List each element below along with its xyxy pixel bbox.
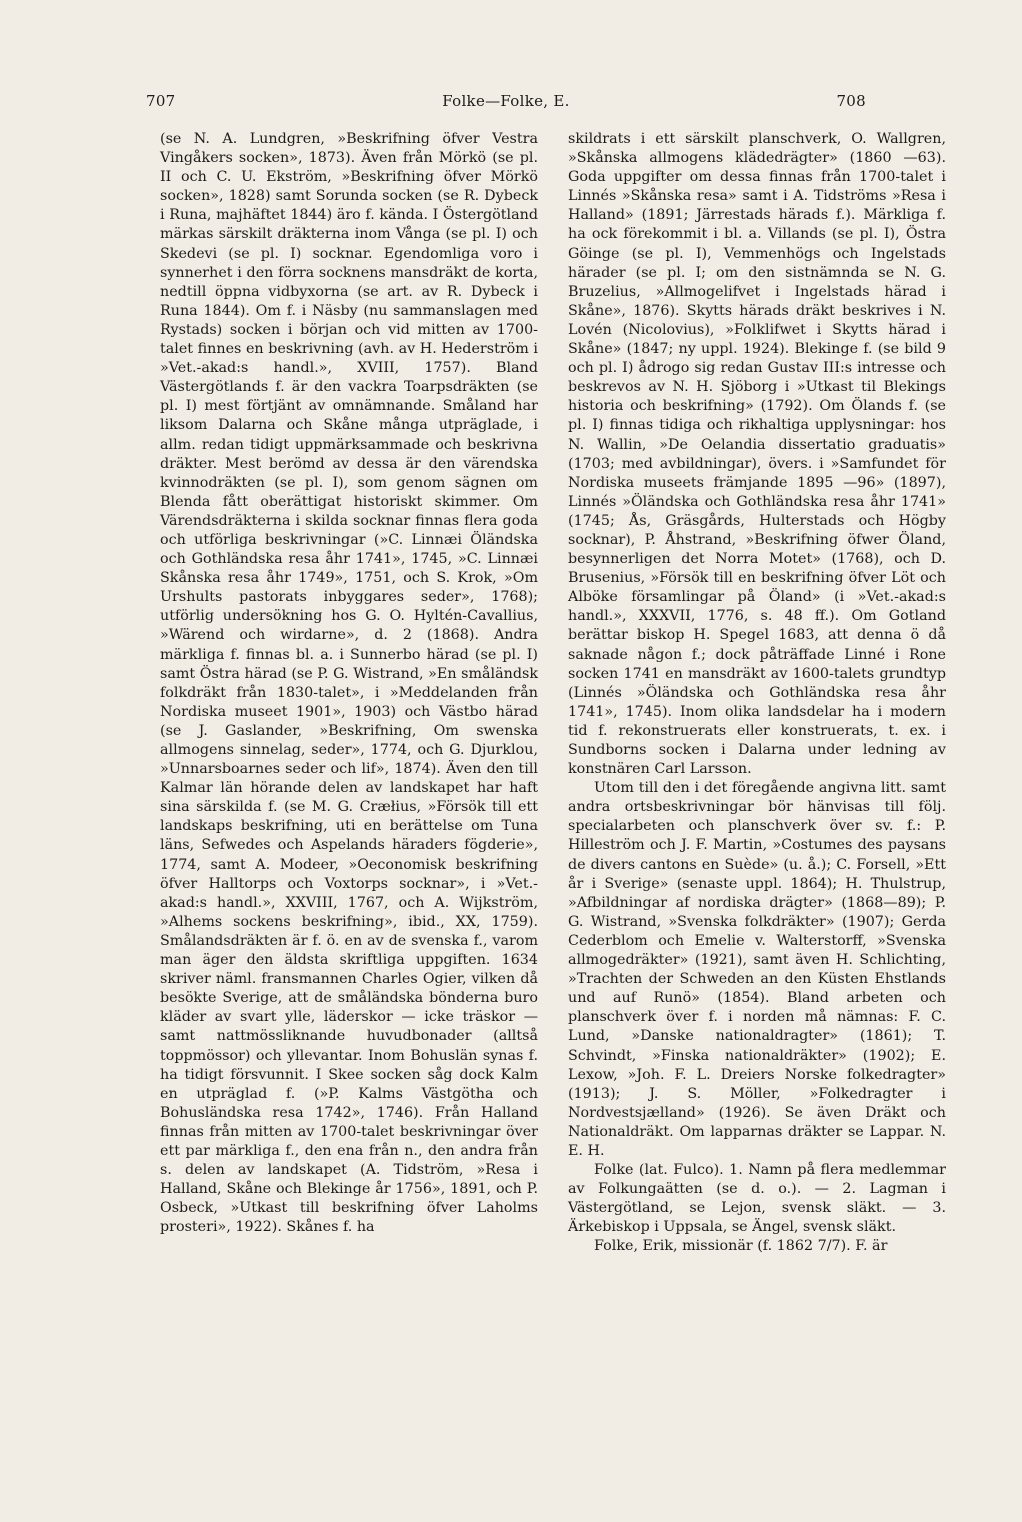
right-column [568,130,946,1257]
entry-folke: Folke (lat. Fulco). 1. Namn på flera medlemmar av Folkungaätten (se d. o.). — 2. Lagman i Västergötland, se Lejon, svensk släkt. — 3. Ärkebiskop i Uppsala, se Ängel, svensk släkt. [568,1162,946,1236]
right-page-number: 708 [836,92,866,110]
page-header [146,92,866,116]
right-column-paragraph-1: skildrats i ett särskilt planschverk, O. Wallgren, »Skånska allmogens klädedrägter» (1860 —63). Goda uppgifter om dessa finnas från 1700-talet i Linnés »Skånska resa» samt i A. Tidströms »Resa i Halland» (1891; Järrestads härads f.). Märkliga f. ha ock förekommit i bl. a. Villands (se pl. I), Östra Göinge (se pl. I), Vemmenhögs och Ingelstads härader (se pl. I; om den sistnämnda se N. G. Bruzelius, »Allmogelifvet i Ingelstads härad i Skåne», 1876). Skytts härads dräkt beskrives i N. Lovén (Nicolovius), »Folklifwet i Skytts härad i Skåne» (1847; ny uppl. 1924). Blekinge f. (se bild 9 och pl. I) ådrogo sig redan Gustav III:s intresse och beskrevos av N. H. Sjöborg i »Utkast til Blekings historia och beskrifning» (1792). Om Ölands f. (se pl. I) finnas tidiga och rikhaltiga upplysningar: hos N. Wallin, »De Oelandia dissertatio graduatis» (1703; med avbildningar), övers. i »Samfundet för Nordiska museets främjande 1895 —96» (1897), Linnés »Öländska och Gothländska resa åhr 1741» (1745; Ås, Gräsgårds, Hulterstads och Högby socknar), P. Åhstrand, »Beskrifning öfwer Öland, besynnerligen det Norra Motet» (1768), och D. Brusenius, »Försök till en beskrifning öfver Löt och Alböke församlingar på Öland» (i »Vet.-akad:s handl.», XXXVII, 1776, s. 48 ff.). Om Gotland berättar biskop H. Spegel 1683, att denna ö då saknade någon f.; dock påträffade Linné i Rone socken 1741 en mansdräkt av 1600-talets grundtyp (Linnés »Öländska och Gothländska resa åhr 1741», 1745). Inom olika landsdelar ha i modern tid f. rekonstruerats eller konstruerats, t. ex. i Sundborns socken i Dalarna under ledning av konstnären Carl Larsson. [568,131,946,778]
left-column [160,130,538,1237]
right-column-paragraph-2: Utom till den i det föregående angivna litt. samt andra ortsbeskrivningar bör hänvisas till följ. specialarbeten och planschverk över sv. f.: P. Hilleström och J. F. Martin, »Costumes des paysans de divers cantons en Suède» (u. å.); C. Forsell, »Ett år i Sverige» (senaste uppl. 1864); H. Thulstrup, »Afbildningar af nordiska drägter» (1868—89); P. G. Wistrand, »Svenska folkdräkter» (1907); Gerda Cederblom och Emelie v. Walterstorff, »Svenska allmogedräkter» (1921), samt även H. Schlichting, »Trachten der Schweden an den Küsten Ehstlands und auf Runö» (1854). Bland arbeten och planschverk över f. i norden må nämnas: F. C. Lund, »Danske nationaldragter» (1861); T. Schvindt, »Finska nationaldräkter» (1902); E. Lexow, »Joh. F. L. Dreiers Norske folkedragter» (1913); J. S. Möller, »Folkedragter i Nordvestsjælland» (1926). Se även Dräkt och Nationaldräkt. Om lapparnas dräkter se Lappar. N. E. H. [568,780,946,1159]
entry-folke-erik: Folke, Erik, missionär (f. 1862 7/7). F. är [594,1238,888,1255]
left-page-number: 707 [146,92,176,110]
left-column-paragraph: (se N. A. Lundgren, »Beskrifning öfver Vestra Vingåkers socken», 1873). Även från Mörkö (se pl. II och C. U. Ekström, »Beskrifning öfver Mörkö socken», 1828) samt Sorunda socken (se R. Dybeck i Runa, majhäftet 1844) äro f. kända. I Östergötland märkas särskilt dräkterna inom Vånga (se pl. I) och Skedevi (se pl. I) socknar. Egendomliga voro i synnerhet i den förra socknens mansdräkt de korta, nedtill öppna vidbyxorna (se art. av R. Dybeck i Runa 1844). Om f. i Näsby (nu sammanslagen med Rystads) socken i början och vid mitten av 1700-talet finnes en beskrivning (avh. av H. Hederström i »Vet.-akad:s handl.», XVIII, 1757). Bland Västergötlands f. är den vackra Toarpsdräkten (se pl. I) mest förtjänt av omnämnande. Småland har liksom Dalarna och Skåne många utpräglade, i allm. redan tidigt uppmärksammade och beskrivna dräkter. Mest berömd av dessa är den värendska kvinnodräkten (se pl. I), som genom sägnen om Blenda fått oberättigat historiskt skimmer. Om Värendsdräkterna i skilda socknar finnas flera goda och utförliga beskrivningar (»C. Linnæi Öländska och Gothländska resa åhr 1741», 1745, »C. Linnæi Skånska resa åhr 1749», 1751, och S. Krok, »Om Urshults pastorats inbyggares seder», 1768); utförlig undersökning hos G. O. Hyltén-Cavallius, »Wärend och wirdarne», d. 2 (1868). Andra märkliga f. finnas bl. a. i Sunnerbo härad (se pl. I) samt Östra härad (se P. G. Wistrand, »En småländsk folkdräkt från 1830-talet», i »Meddelanden från Nordiska museet 1901», 1903) och Västbo härad (se J. Gaslander, »Beskrifning, Om swenska allmogens sinnelag, seder», 1774, och G. Djurklou, »Unnarsboarnes seder och lif», 1874). Även den till Kalmar län hörande delen av landskapet har haft sina särskilda f. (se M. G. Cræłius, »Försök till ett landskaps beskrifning, uti en berättelse om Tuna läns, Sefwedes och Aspelands häraders fögderie», 1774, samt A. Modeer, »Oeconomisk beskrifning öfver Halltorps och Voxtorps socknar», i »Vet.-akad:s handl.», XXVIII, 1767, och A. Wijkström, »Alhems sockens beskrifning», ibid., XX, 1759). Smålandsdräkten är f. ö. en av de svenska f., varom man äger den äldsta skriftliga uppgiften. 1634 skriver näml. fransmannen Charles Ogier, vilken då besökte Sverige, att de småländska bönderna buro kläder av svart ylle, läderskor — icke träskor — samt nattmössliknande huvudbonader (alltså toppmössor) och yllevantar. Inom Bohuslän synas f. ha tidigt försvunnit. I Skee socken såg dock Kalm en utpräglad f. (»P. Kalms Västgötha och Bohusländska resa 1742», 1746). Från Halland finnas från mitten av 1700-talet beskrivningar över ett par märkliga f., den ena från n., den andra från s. delen av landskapet (A. Tidström, »Resa i Halland, Skåne och Blekinge år 1756», 1891, och P. Osbeck, »Utkast till beskrifning öfver Laholms prosteri», 1922). Skånes f. ha [160,131,538,1236]
running-title: Folke—Folke, E. [442,92,570,110]
